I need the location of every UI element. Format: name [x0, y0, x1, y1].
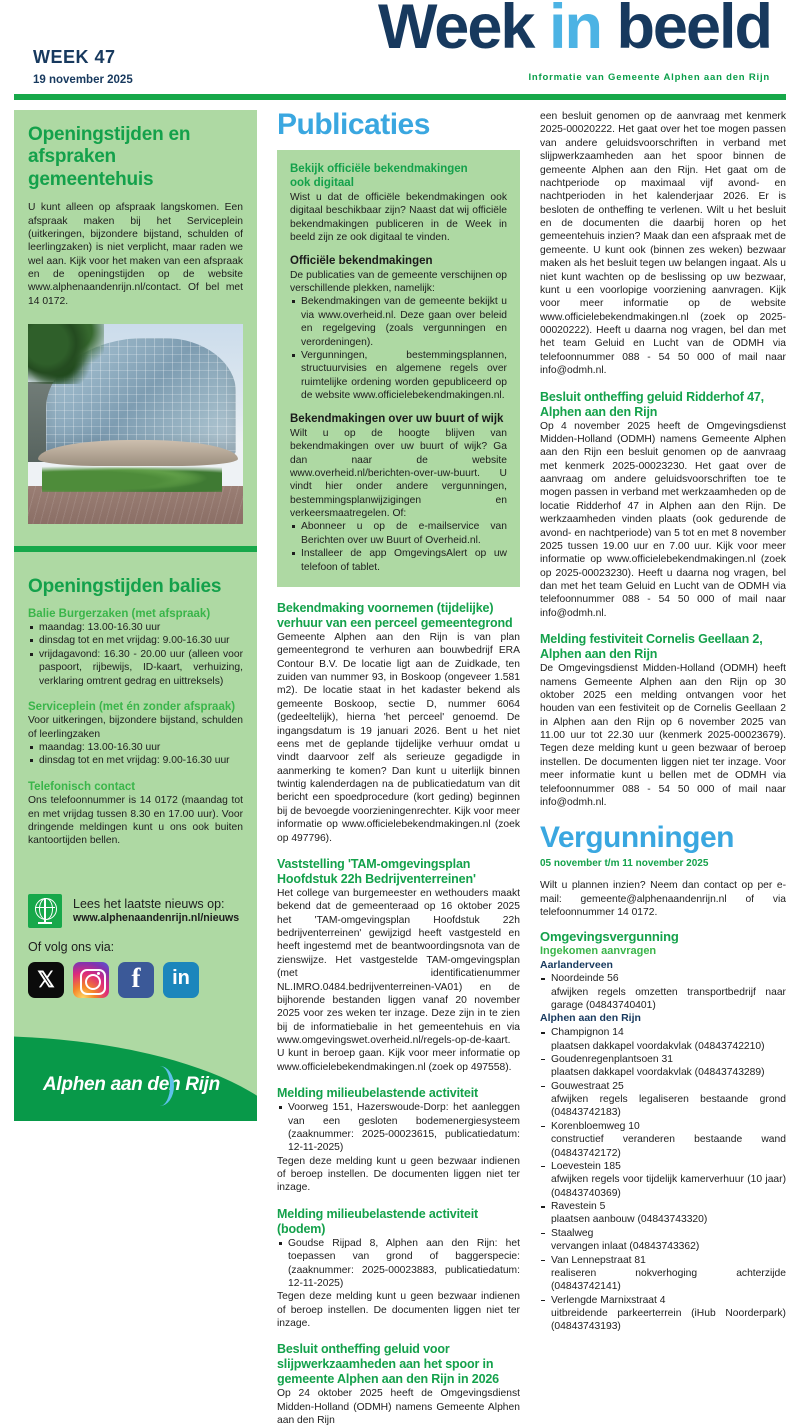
week-number: WEEK 47 — [33, 47, 116, 67]
right-column — [540, 110, 786, 1334]
permit-address: Noordeinde 56 — [551, 973, 619, 985]
bekendmakingen-panel — [277, 150, 520, 587]
article-melding-festiviteit — [540, 632, 786, 809]
list-item: Goudse Rijpad 8, Alphen aan den Rijn: het toepassen van grond of baggerspecie: (zaaknummer: 2025-00023883, publicatiedatum: 12-11-2025) — [277, 1237, 520, 1291]
list-item: vrijdagavond: 16.30 - 20.00 uur (alleen voor paspoort, rijbewijs, ID-kaart, verhuizing, verklaring omtrent gedrag en uittreksels) — [28, 648, 243, 688]
omgevingsvergunning-title: Omgevingsvergunning — [540, 929, 679, 945]
list-item — [540, 1053, 786, 1080]
left-column — [14, 110, 257, 1121]
list-item: Vergunningen, bestemmingsplannen, structuurvisies en algemene regels over ruimtelijke ordening worden gepubliceerd op de website www.officielebekendmakingen.nl. — [290, 349, 507, 403]
openingstijden-body: U kunt alleen op afspraak langskomen. Een afspraak maken bij het Serviceplein (uitkeringen, bijzondere bijstand, schulden of leerlingzaken) is niet verplicht, maar raden we wel aan. Kijk voor het maken van een afspraak en de openingstijden op de website www.alphenaandenrijn.nl/contact. Of bel met 14 0172. — [28, 202, 243, 307]
panel-title-line2: ook digitaal — [290, 177, 354, 190]
social-links — [28, 962, 243, 998]
permit-address: Verlengde Marnixstraat 4 — [551, 1294, 666, 1306]
list-item: dinsdag tot en met vrijdag: 9.00-16.30 uur — [28, 634, 243, 647]
permit-description: afwijken regels legaliseren bestaande grond (04843742183) — [551, 1094, 786, 1119]
title-part-in: in — [548, 0, 601, 62]
list-item — [540, 1160, 786, 1200]
list-item — [540, 1294, 786, 1334]
publication-subtitle: Informatie van Gemeente Alphen aan den Rijn — [528, 72, 770, 83]
permit-description: plaatsen dakkapel voordakvlak (04843742210) — [551, 1040, 765, 1052]
photo-planting — [42, 464, 222, 492]
permit-list-alphen — [540, 1026, 786, 1334]
telefonisch-body: Ons telefoonnummer is 14 0172 (maandag tot en met vrijdag tussen 8.30 en 17.00 uur). Voor dringende meldingen kunt u ons ook buiten kantoortijden bellen. — [28, 795, 243, 847]
permit-address: Staalweg — [551, 1227, 594, 1239]
list-item — [540, 972, 786, 1012]
article-body: Op 4 november 2025 heeft de Omgevingsdienst Midden-Holland (ODMH) namens Gemeente Alphen aan den Rijn een besluit genomen op de aanvraag met kenmerk 2025-00023230. Het gaat over de aanvraag om andere geluidsvoorschriften toe te mogen passen in verband met werkzaamheden op de locatie Ridderhof 47 in Alphen aan den Rijn. De werkzaamheden vinden plaats (ook gedurende de avond- en nachtperiode) van 5 tot en met 8 november 2025 tussen 19.00 uur en 7.00 uur. Kijk voor meer informatie op www.officielebekendmakingen.nl (zoek op 2025-00023230). Heeft u daarna nog vragen, bel dan met het team Geluid en Lucht van de ODMH via telefoonnummer 088 - 54 50 000 of mail naar info@odmh.nl. — [540, 420, 786, 619]
permit-address: Korenbloemweg 10 — [551, 1120, 640, 1132]
melding-items — [277, 1237, 520, 1291]
serviceplein-title: Serviceplein (met én zonder afspraak) — [28, 700, 236, 713]
publicaties-section-title: Publicaties — [277, 108, 430, 141]
buurt-bekendmakingen-intro: Wilt u op de hoogte blijven van bekendmakingen over uw buurt of wijk? Ga dan naar de website www.overheid.nl/berichten-over-uw-buurt. U vindt hier onder andere vergunningen, bestemmingsplanwijzigingen en verkeersmaatregelen. Of: — [290, 427, 507, 519]
melding-note: Tegen deze melding kunt u geen bezwaar indienen of beroep instellen. De documenten liggen niet ter inzage. — [277, 1155, 520, 1194]
panel-intro: Wist u dat de officiële bekendmakingen ook digitaal beschikbaar zijn? Naast dat wij officiële bekendmakingen publiceren in de Week in beeld zijn ze ook digitaal te vinden. — [290, 191, 507, 243]
facebook-glyph: f — [131, 963, 141, 994]
middle-column — [277, 110, 520, 1428]
article-title: Besluit ontheffing geluid voor slijpwerkzaamheden aan het spoor in gemeente Alphen aan den Rijn in 2026 — [277, 1342, 499, 1387]
buurt-bekendmakingen-list — [290, 520, 507, 574]
melding-items — [277, 1101, 520, 1155]
municipality-logo — [14, 1028, 257, 1121]
article-tam-omgevingsplan — [277, 857, 520, 1074]
list-item: Installeer de app OmgevingsAlert op uw telefoon of tablet. — [290, 547, 507, 574]
x-icon[interactable] — [28, 962, 64, 998]
permit-description: plaatsen dakkapel voordakvlak (04843743289) — [551, 1067, 765, 1079]
photo-tree — [28, 324, 104, 384]
article-body: Gemeente Alphen aan den Rijn is van plan gemeentegrond te verhuren aan bouwbedrijf ERA Contour B.V. De locatie ligt aan de Zuidkade, ten zuiden van nummer 93, in Boskoop (ongeveer 1.581 m2). De locatie staat in het kadaster bekend als gemeente Boskoop, sectie D, nummer 6064 (gedeeltelijk), hierna 'het perceel' genoemd. De ingangsdatum is 19 januari 2026. Bent u het niet eens met de geplande tijdelijke verhuur omdat u vindt daarvoor zelf als serieuze gegadigde in aanmerking te komen? Dan kunt u uiterlijk binnen twintig kalenderdagen na de publicatiedatum van dit bericht een spoedprocedure (kort geding) beginnen bij de bevoegde voorzieningenrechter. Kijk voor meer informatie op www.officielebekendmakingen.nl (zoek op 497796). — [277, 631, 520, 844]
header-divider — [14, 94, 786, 100]
permit-description: afwijken regels omzetten transportbedrijf naar garage (04843740401) — [551, 986, 786, 1012]
news-url[interactable]: www.alphenaandenrijn.nl/nieuws — [73, 911, 240, 924]
officiele-bekendmakingen-list — [290, 295, 507, 402]
news-block[interactable] — [28, 894, 243, 928]
serviceplein-hours-list — [28, 741, 243, 768]
gemeentehuis-photo — [28, 324, 243, 524]
place-heading-alphen: Alphen aan den Rijn — [540, 1012, 641, 1025]
list-item — [540, 1120, 786, 1160]
follow-label: Of volg ons via: — [28, 939, 115, 954]
article-melding-milieu-bodem — [277, 1207, 520, 1331]
buurt-bekendmakingen-title: Bekendmakingen over uw buurt of wijk — [290, 413, 504, 426]
permit-address: Gouwestraat 25 — [551, 1080, 624, 1092]
list-item: dinsdag tot en met vrijdag: 9.00-16.30 uur — [28, 754, 243, 767]
masthead — [0, 0, 800, 96]
balies-title: Openingstijden balies — [28, 576, 222, 598]
list-item: Voorweg 151, Hazerswoude-Dorp: het aanleggen van een gesloten bodemenergiesysteem (zaaknummer: 2025-00023615, publicatiedatum: 12-11-2025) — [277, 1101, 520, 1155]
officiele-bekendmakingen-intro: De publicaties van de gemeente verschijnen op verschillende plekken, namelijk: — [290, 269, 507, 294]
permit-address: Ravestein 5 — [551, 1201, 606, 1212]
publication-title — [377, 0, 771, 62]
omgevingsvergunning-subtitle: Ingekomen aanvragen — [540, 944, 657, 957]
list-item — [540, 1026, 786, 1053]
permit-address: Van Lennepstraat 81 — [551, 1254, 646, 1266]
openingstijden-title: Openingstijden en afspraken gemeentehuis — [28, 124, 191, 190]
article-body: Het college van burgemeester en wethouders maakt bekend dat de gemeenteraad op 16 oktober 2025 het 'TAM-omgevingsplan Hoofdstuk 22h bedrijventerreinen' gewijzigd heeft vastgesteld en heeft ingestemd met de beantwoordingsnota van de zienswijze. Het vastgestelde TAM-omgevingsplan (met identificatienummer NL.IMRO.0484.bedrijventerreinen-VA01) en de bijhorende bestanden liggen vanaf 20 november 2025 voor zes weken ter inzage. Deze zijn in te zien bij de informatiebalie in het gemeentehuis en via www.omgevingswet.overheid.nl/regels-op-de-kaart. U kunt in beroep gaan. Kijk voor meer informatie op www.officielebekendmakingen.nl (zoek op 497558). — [277, 887, 520, 1073]
article-besluit-ridderhof — [540, 390, 786, 621]
permit-description: uitbreidende parkeerterrein (iHub Noorderpark) (04843743193) — [551, 1308, 786, 1333]
article-title: Melding festiviteit Cornelis Geellaan 2, Alphen aan den Rijn — [540, 632, 763, 662]
vergunningen-section-title: Vergunningen — [540, 821, 735, 855]
permit-description: plaatsen aanbouw (04843743320) — [551, 1214, 708, 1226]
list-item — [540, 1227, 786, 1254]
linkedin-icon[interactable] — [163, 962, 199, 998]
issue-date: 19 november 2025 — [33, 74, 133, 86]
list-item: maandag: 13.00-16.30 uur — [28, 741, 243, 754]
article-verhuur-perceel — [277, 601, 520, 845]
facebook-icon[interactable] — [118, 962, 154, 998]
burgerzaken-title: Balie Burgerzaken (met afspraak) — [28, 607, 211, 620]
article-besluit-slijpwerkzaamheden — [277, 1342, 520, 1427]
besluit-slijpwerkzaamheden-continued: een besluit genomen op de aanvraag met kenmerk 2025-00020222. Het gaat over het toe mogen passen van andere geluidsvoorschriften in verband met slijpwerkzaamheden aan het spoor binnen de gemeente Alphen aan den Rijn. Het gaat om de nachtperiode op maximaal vijf avond- en nachtperioden in het kalenderjaar 2026. Er is besloten de ontheffing te verlenen. Wilt u het besluit en de documenten die daarbij horen op het gemeentehuis inzien? Maak dan een afspraak met de gemeente. U kunt ook (binnen zes weken) bezwaar maken als het besluit tegen uw belangen ingaat. Als u niet kunt wachten op de beslissing op uw bezwaar, kunt u een voorlopige voorziening aanvragen. Kijk voor meer informatie op de website www.officielebekendmakingen.nl (zoek op 2025-00020222). Heeft u daarna nog vragen, bel dan met het team Geluid en Lucht van de ODMH via telefoonnummer 088 - 54 50 000 of mail naar info@odmh.nl. — [540, 111, 786, 377]
article-title: Melding milieubelastende activiteit (bodem) — [277, 1206, 479, 1236]
vergunningen-period: 05 november t/m 11 november 2025 — [540, 858, 709, 870]
x-glyph: 𝕏 — [37, 966, 55, 992]
article-body: De Omgevingsdienst Midden-Holland (ODMH) heeft namens Gemeente Alphen aan den Rijn op 30 oktober 2025 een melding ontvangen voor het houden van een festiviteit op de Cornelis Geellaan 2 in Alphen aan den Rijn op 6 november 2025 van 11.00 uur tot 22.30 uur (kenmerk 2025-00023679). Tegen deze melding kunt u geen bezwaar of beroep instellen. De documenten liggen niet ter inzage. Voor meer informatie kunt u bellen met de ODMH via telefoonnummer 088 - 54 50 000 of mail naar info@odmh.nl. — [540, 663, 786, 808]
telefonisch-title: Telefonisch contact — [28, 780, 136, 793]
article-title: Vaststelling 'TAM-omgevingsplan Hoofdstuk 22h Bedrijventerreinen' — [277, 856, 476, 886]
list-item: maandag: 13.00-16.30 uur — [28, 621, 243, 634]
article-title: Bekendmaking voornemen (tijdelijke) verhuur van een perceel gemeentegrond — [277, 600, 513, 630]
instagram-icon[interactable] — [73, 962, 109, 998]
article-title: Melding milieubelastende activiteit — [277, 1086, 479, 1101]
article-body: Op 24 oktober 2025 heeft de Omgevingsdienst Midden-Holland (ODMH) namens Gemeente Alphen aan den Rijn — [277, 1388, 520, 1427]
melding-note: Tegen deze melding kunt u geen bezwaar indienen of beroep instellen. De documenten liggen niet ter inzage. — [277, 1291, 520, 1329]
logo-text: Alphen aan den Rijn — [43, 1073, 220, 1095]
permit-description: constructief veranderen bestaande wand (04843742172) — [551, 1134, 786, 1159]
permit-address: Goudenregenplantsoen 31 — [551, 1053, 673, 1065]
serviceplein-intro: Voor uitkeringen, bijzondere bijstand, schulden of leerlingzaken — [28, 715, 243, 740]
title-part-1: Week — [377, 0, 549, 62]
vergunningen-intro: Wilt u plannen inzien? Neem dan contact op per e-mail: gemeente@alphenaandenrijn.nl of via telefoonnummer 14 0172. — [540, 880, 786, 918]
list-item — [540, 1200, 786, 1227]
linkedin-glyph: in — [172, 967, 190, 990]
publication-logo — [195, 2, 775, 90]
list-item — [540, 1080, 786, 1120]
place-heading-aarlanderveen: Aarlanderveen — [540, 958, 613, 971]
globe-icon — [28, 894, 62, 928]
list-item: Abonneer u op de e-mailservice van Berichten over uw Buurt of Overheid.nl. — [290, 520, 507, 547]
openingstijden-panel — [14, 110, 257, 1121]
permit-address: Loevestein 185 — [551, 1160, 621, 1172]
permit-list-aarlanderveen — [540, 972, 786, 1012]
panel-title-line1: Bekijk officiële bekendmakingen — [290, 163, 468, 175]
article-title: Besluit ontheffing geluid Ridderhof 47, Alphen aan den Rijn — [540, 389, 765, 419]
photo-canopy — [38, 440, 238, 466]
title-part-2: beeld — [600, 0, 771, 62]
permit-description: realiseren nokverhoging achterzijde (04843742141) — [551, 1267, 786, 1293]
list-item: Bekendmakingen van de gemeente bekijkt u via www.overheid.nl. Deze gaan over beleid en regelgeving (zoals vergunningen en verordeningen). — [290, 295, 507, 349]
permit-address: Champignon 14 — [551, 1027, 624, 1039]
permit-description: afwijken regels voor tijdelijk kamerverhuur (10 jaar)(04843740369) — [551, 1174, 786, 1199]
burgerzaken-hours-list — [28, 621, 243, 688]
list-item — [540, 1254, 786, 1294]
officiele-bekendmakingen-title: Officiële bekendmakingen — [290, 255, 433, 268]
article-melding-milieu-1 — [277, 1086, 520, 1195]
news-label: Lees het laatste nieuws op: — [73, 896, 225, 911]
permit-description: vervangen inlaat (04843743362) — [551, 1241, 700, 1253]
gemeentehuis-photo-wrap — [14, 324, 257, 524]
